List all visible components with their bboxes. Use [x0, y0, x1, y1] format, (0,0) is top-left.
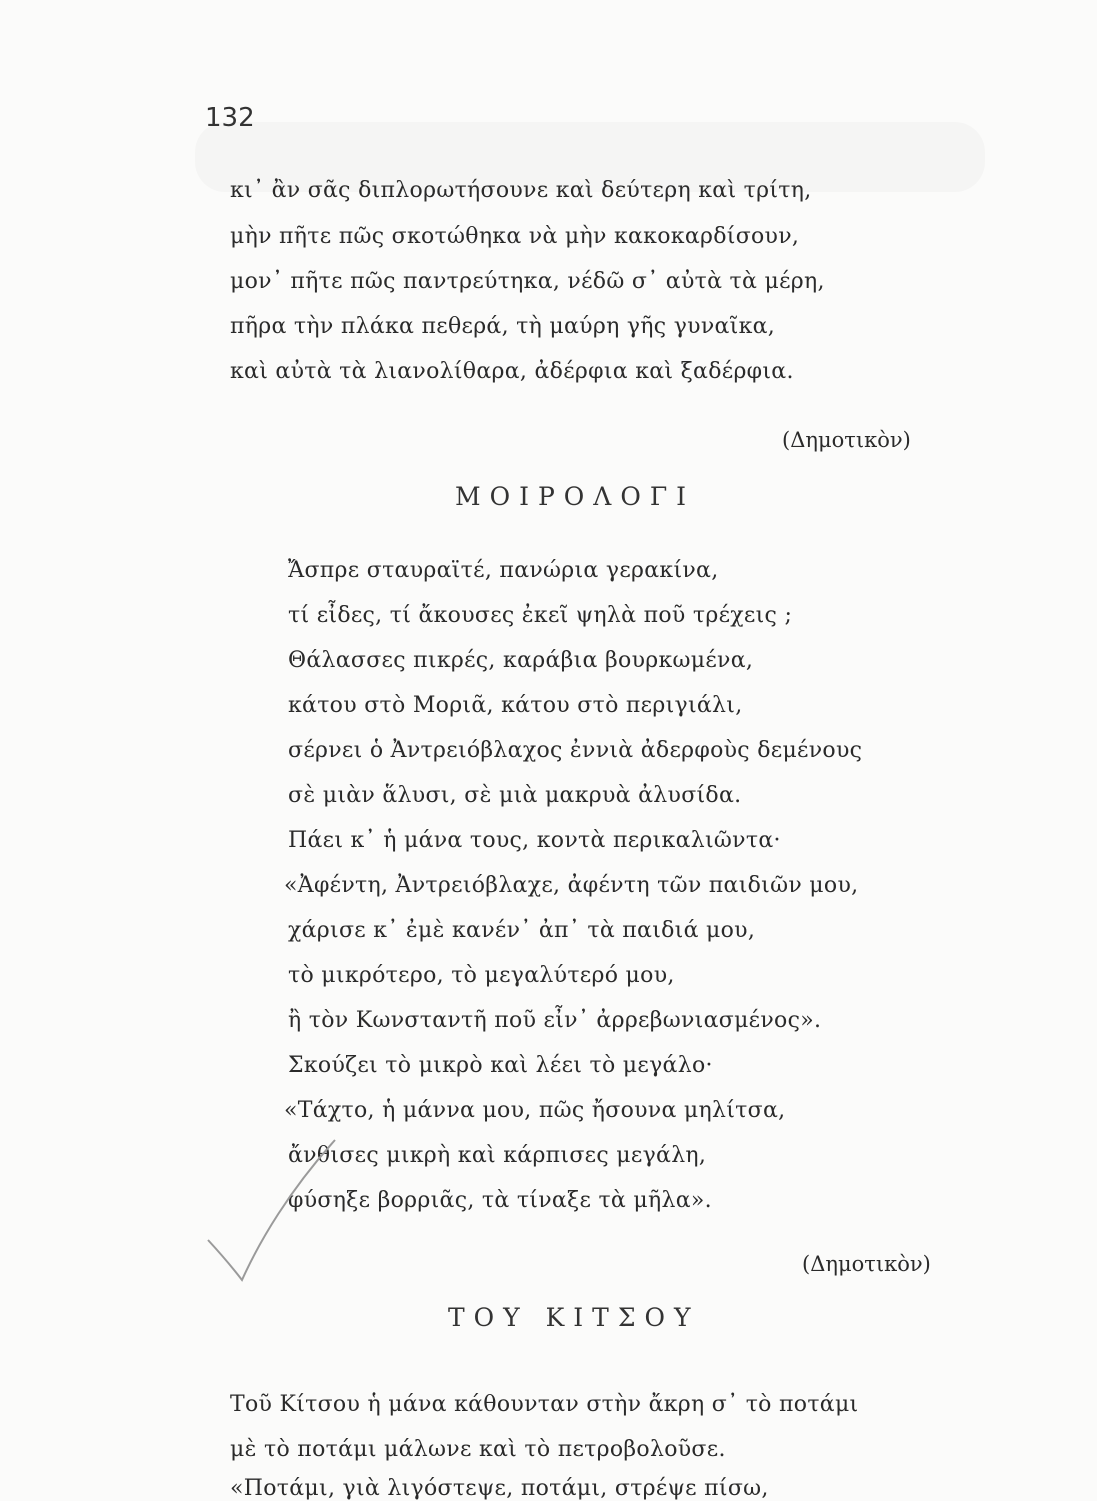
- poem1-line: καὶ αὐτὰ τὰ λιανολίθαρα, ἀδέρφια καὶ ξαδέρφια.: [230, 359, 794, 384]
- poem2-source: (Δημοτικὸν): [802, 1252, 931, 1276]
- poem3-line: «Ποτάμι, γιὰ λιγόστεψε, ποτάμι, στρέψε πίσω,: [230, 1476, 769, 1501]
- poem2-line: χάρισε κ᾽ ἐμὲ κανέν᾽ ἀπ᾽ τὰ παιδιά μου,: [288, 918, 756, 943]
- poem2-line: σέρνει ὁ Ἀντρειόβλαχος ἐννιὰ ἀδερφοὺς δεμένους: [288, 738, 863, 763]
- poem1-line: κι᾽ ἂν σᾶς διπλορωτήσουνε καὶ δεύτερη καὶ τρίτη,: [230, 178, 812, 203]
- poem2-line: Πάει κ᾽ ἡ μάνα τους, κοντὰ περικαλιῶντα·: [288, 828, 781, 853]
- poem3-line: Τοῦ Κίτσου ἡ μάνα κάθουνταν στὴν ἄκρη σ᾽ τὸ ποτάμι: [230, 1392, 859, 1417]
- poem2-line: Θάλασσες πικρές, καράβια βουρκωμένα,: [288, 648, 754, 673]
- poem2-line: «Τάχτο, ἡ μάννα μου, πῶς ἤσουνα μηλίτσα,: [284, 1098, 786, 1123]
- poem1-source: (Δημοτικὸν): [782, 428, 911, 452]
- poem3-title: ΤΟΥ ΚΙΤΣΟΥ: [448, 1303, 700, 1332]
- poem2-line: ἢ τὸν Κωνσταντῆ ποῦ εἶν᾽ ἀρρεβωνιασμένος».: [288, 1008, 822, 1033]
- poem1-line: μὴν πῆτε πῶς σκοτώθηκα νὰ μὴν κακοκαρδίσουν,: [230, 224, 800, 249]
- poem2-line: σὲ μιὰν ἅλυσι, σὲ μιὰ μακρυὰ ἀλυσίδα.: [288, 783, 742, 808]
- poem2-line: ἄνθισες μικρὴ καὶ κάρπισες μεγάλη,: [288, 1143, 707, 1168]
- poem2-line: τὸ μικρότερο, τὸ μεγαλύτερό μου,: [288, 963, 675, 988]
- poem2-line: φύσηξε βορριᾶς, τὰ τίναξε τὰ μῆλα».: [288, 1188, 712, 1213]
- poem1-line: πῆρα τὴν πλάκα πεθερά, τὴ μαύρη γῆς γυναῖκα,: [230, 314, 776, 339]
- poem2-title: ΜΟΙΡΟΛΟΓΙ: [455, 482, 696, 511]
- poem2-line: «Ἀφέντη, Ἀντρειόβλαχε, ἀφέντη τῶν παιδιῶν μου,: [284, 873, 859, 898]
- poem2-line: τί εἶδες, τί ἄκουσες ἐκεῖ ψηλὰ ποῦ τρέχεις ;: [288, 603, 793, 628]
- poem2-line: Σκούζει τὸ μικρὸ καὶ λέει τὸ μεγάλο·: [288, 1053, 713, 1078]
- poem1-line: μον᾽ πῆτε πῶς παντρεύτηκα, νέδῶ σ᾽ αὐτὰ τὰ μέρη,: [230, 269, 825, 294]
- poem2-line: κάτου στὸ Μοριᾶ, κάτου στὸ περιγιάλι,: [288, 693, 743, 718]
- handwritten-check-icon: [200, 1135, 340, 1285]
- page-number: 132: [205, 103, 255, 133]
- poem2-line: Ἄσπρε σταυραϊτέ, πανώρια γερακίνα,: [288, 558, 719, 583]
- poem3-line: μὲ τὸ ποτάμι μάλωνε καὶ τὸ πετροβολοῦσε.: [230, 1437, 726, 1462]
